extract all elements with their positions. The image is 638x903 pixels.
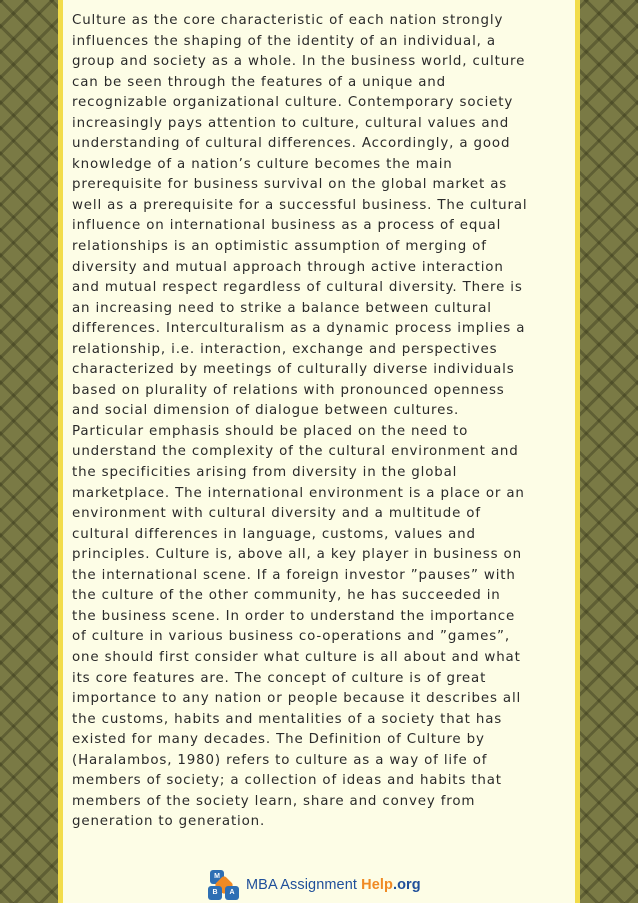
brand-tail: .org <box>392 877 421 893</box>
logo-letter-m: M <box>210 870 224 884</box>
brand-main: MBA Assignment <box>246 877 362 893</box>
brand-accent: Help <box>361 877 393 893</box>
logo-letter-a: A <box>225 886 239 900</box>
footer-brand <box>208 868 421 902</box>
mba-logo-icon <box>208 869 240 901</box>
body-paragraph: Culture as the core characteristic of each nation strongly influences the shaping of the identity of an individual, a group and society as a whole. In the business world, culture can be seen through the features of a unique and recognizable organizational culture. Contemporary society increasingly pays attention to culture, cultural values and understanding of cultural differences. Accordingly, a good knowledge of a nation’s culture becomes the main prerequisite for business survival on the global market as well as a prerequisite for a successful business. The cultural influence on international business as a process of equal relationships is an optimistic assumption of merging of diversity and mutual approach through active interaction and mutual respect regardless of cultural diversity. There is an increasing need to strike a balance between cultural differences. Interculturalism as a dynamic process implies a relationship, i.e. interaction, exchange and perspectives characterized by meetings of culturally diverse individuals based on plurality of relations with pronounced openness and social dimension of dialogue between cultures. Particular emphasis should be placed on the need to understand the complexity of the cultural environment and the specificities arising from diversity in the global marketplace. The international environment is a place or an environment with cultural diversity and a multitude of cultural differences in language, customs, values and principles. Culture is, above all, a key player in business on the international scene. If a foreign investor ”pauses” with the culture of the other community, he has succeeded in the business scene. In order to understand the importance of culture in various business co-operations and ”games”, one should first consider what culture is all about and what its core features are. The concept of culture is of great importance to any nation or people because it describes all the customs, habits and mentalities of a society that has existed for many decades. The Definition of Culture by (Haralambos, 1980) refers to culture as a way of life of members of society; a collection of ideas and habits that members of the society learn, share and convey from generation to generation. <box>72 13 528 830</box>
document-page <box>58 0 580 903</box>
brand-name <box>246 877 421 893</box>
logo-letter-b: B <box>208 886 222 900</box>
